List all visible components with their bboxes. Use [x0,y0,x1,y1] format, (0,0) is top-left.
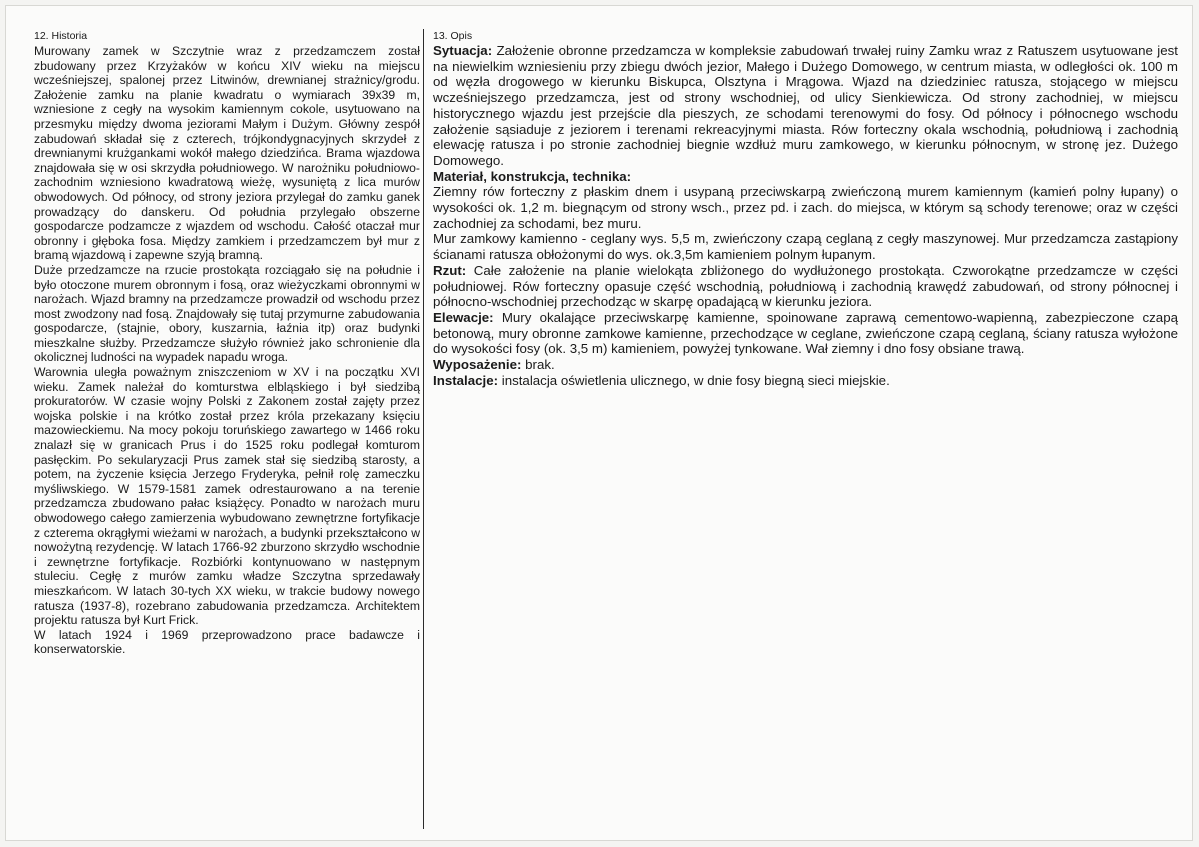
section-instalacje [433,373,1178,389]
section-text: instalacja oświetlenia ulicznego, w dnie fosy biegną sieci miejskie. [498,372,890,388]
section-label: Rzut: [433,262,467,278]
section-text: Mury okalające przeciwskarpę kamienne, spoinowane zaprawą cementowo-wapienną, zabezpieczone czapą betonową, mury obronne zamkowe kamienne, przechodzące w ceglane, zwieńczone czapą ceglaną, ściany ratusza wyłożone do wysokości fosy (ok. 3,5 m) kamieniem, powyżej tynkowane. Wał ziemny i dno fosy obsiane trawą. [433,309,1178,357]
history-heading: 12. Historia [34,30,88,42]
history-paragraph-2: Duże przedzamcze na rzucie prostokąta rozciągało się na południe i było otoczone murem obronnym i fosą, oraz wieżyczkami obronnymi w narożach. Wjazd bramny na przedzamcze prowadził od wschodu przez most zwodzony nad fosą. Znajdowały się tutaj przymurne zabudowania gospodarcze, (stajnie, obory, kuszarnia, łaźnia itp) oraz budynki mieszkalne służby. Przedzamcze służyło również jako schronienie dla okolicznej ludności na wypadek napadu wroga. [34,262,420,365]
section-wyposazenie [433,357,1178,373]
section-label: Materiał, konstrukcja, technika: [433,168,632,184]
section-elewacje [433,310,1178,357]
section-text: Całe założenie na planie wielokąta zbliżonego do wydłużonego prostokąta. Czworokątne przedzamcze w części południowej. Rów forteczny opasuje część wschodnią, południową i zachodnią krawędź zabudowań, od strony północnej i północno-wschodniej przechodząc w skarpę opadającą w kierunku jeziora. [433,262,1178,310]
column-divider [423,29,424,829]
section-text: Założenie obronne przedzamcza w kompleksie zabudowań trwałej ruiny Zamku wraz z Ratuszem usytuowane jest na niewielkim wzniesieniu przy zbiegu dwóch jezior, Małego i Dużego Domowego, w centrum miasta, w odległości ok. 100 m od węzła drogowego w kierunku Biskupca, Olsztyna i Mrągowa. Wjazd na dziedziniec ratusza, stojącego w miejscu wcześniejszego przedzamcza, jest od strony wschodniej, od ulicy Sienkiewicza. Od strony zachodniej, w miejscu historycznego wjazdu jest przejście dla pieszych, ze schodami terenowymi do fosy. Od północy i północnego wschodu założenie sąsiaduje z jeziorem i terenami rekreacyjnymi miasta. Rów forteczny okala wschodnią, południową i zachodnią elewację ratusza i po stronie zachodniej biegnie wzdłuż muru zamkowego, w kierunku północnym, w stronę jez. Dużego Domowego. [433,43,1178,168]
section-label: Sytuacja: [433,43,493,58]
section-label: Instalacje: [433,372,499,388]
history-column [34,30,420,657]
description-column [433,30,1178,388]
history-paragraph-1: Murowany zamek w Szczytnie wraz z przedzamczem został zbudowany przez Krzyżaków w końcu XIV wieku na miejscu wcześniejszej, spalonej przez Litwinów, drewnianej strażnicy/grodu. Założenie zamku na planie kwadratu o wymiarach 39x39 m, wzniesione z cegły na wysokim kamiennym cokole, usytuowano na przesmyku między dwoma jeziorami Małym i Dużym. Główny zespół zabudowań składał się z czterech, trójkondygnacyjnych skrzydeł z drewnianymi krużgankami wokół małego dziedzińca. Brama wjazdowa znajdowała się w osi skrzydła południowego. W narożniku południowo-zachodnim wzniesiono kwadratową wieżę, wysuniętą z lica murów obwodowych. Od północy, od strony jeziora przylegał do zamku ganek prowadzący do danskeru. Od południa przylegało obszerne gospodarcze podzamcze z wjazdem od wschodu. Całość otaczał mur obronny i głęboka fosa. Między zamkiem i przedzamczem był mur z bramą wjazdową i zapewne szyją bramną. [34,44,420,263]
section-material-text-2: Mur zamkowy kamienno - ceglany wys. 5,5 m, zwieńczony czapą ceglaną z cegły maszynowej. Mur przedzamcza zastąpiony ścianami ratusza obłożonymi do wys. ok.3,5m kamieniem polnym łupanym. [433,231,1178,263]
section-material [433,169,1178,185]
section-text: brak. [521,357,555,373]
section-label: Elewacje: [433,309,494,325]
section-sytuacja [433,43,1178,169]
description-heading: 13. Opis [433,30,473,42]
history-paragraph-4: W latach 1924 i 1969 przeprowadzono prace badawcze i konserwatorskie. [34,627,420,657]
section-material-text-1: Ziemny rów forteczny z płaskim dnem i usypaną przeciwskarpą zwieńczoną murem kamiennym (kamień polny łupany) o wysokości ok. 1,2 m. biegnącym od strony wsch., przez pd. i zach. do miejsca, w którym są schody terenowe; oraz w części zachodniej za schodami, bez muru. [433,184,1178,231]
section-rzut [433,263,1178,310]
history-paragraph-3: Warownia uległa poważnym zniszczeniom w XV i na początku XVI wieku. Zamek należał do komturstwa elbląskiego i był siedzibą prokuratorów. W czasie wojny Polski z Zakonem został zajęty przez wojska polskie i na krótko został przez króla przekazany księciu mazowieckiemu. Na mocy pokoju toruńskiego zawartego w 1466 roku znalazł się w granicach Prus i do 1525 roku podlegał komturom pasłęckim. Po sekularyzacji Prus zamek stał się siedzibą starosty, a potem, na życzenie księcia Jerzego Fryderyka, pełnił rolę zameczku myśliwskiego. W 1579-1581 zamek odrestaurowano a na terenie przedzamcza zbudowano pałac książęcy. Ponadto w narożach muru obwodowego całego zamierzenia wybudowano zewnętrzne fortyfikacje z czterema okrągłymi wieżami w narożach, a budynki przekształcono w nowożytną rezydencję. W latach 1766-92 zburzono skrzydło wschodnie i zewnętrzne fortyfikacje. Rozbiórki kontynuowano w następnym stuleciu. Cegłę z murów zamku władze Szczytna sprzedawały mieszkańcom. W latach 30-tych XX wieku, w trakcie budowy nowego ratusza (1937-8), rozebrano zabudowania przedzamcza. Architektem projektu ratusza był Kurt Frick. [34,365,420,628]
section-label: Wyposażenie: [433,357,522,373]
document-page [6,6,1192,840]
